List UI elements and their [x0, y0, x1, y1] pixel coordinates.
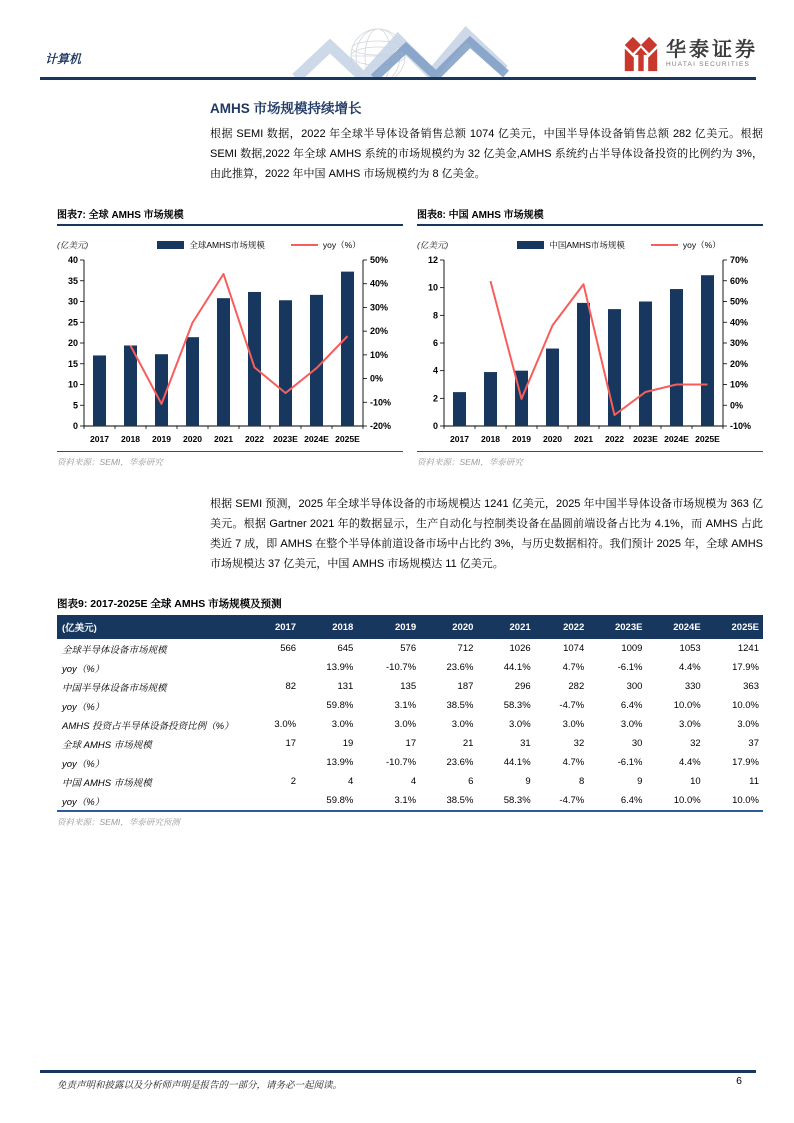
legend-item-line — [651, 239, 721, 251]
svg-text:4: 4 — [432, 365, 438, 376]
figure-8-china-amhs — [417, 206, 763, 468]
svg-text:20: 20 — [67, 338, 78, 348]
legend-line-label: yoy（%） — [322, 240, 361, 250]
svg-text:0%: 0% — [370, 373, 384, 384]
bar-swatch-icon — [517, 241, 544, 249]
left-axis-unit-label: (亿美元) — [417, 240, 449, 250]
table-cell: 6.4% — [620, 700, 643, 711]
table-cell: 187 — [457, 681, 474, 692]
table-col-2022: 2022 — [535, 615, 589, 639]
table-cell: 282 — [568, 681, 585, 692]
row-label: 全球半导体设备市场规模 — [62, 644, 167, 656]
table-cell: -10.7% — [386, 757, 417, 768]
table-row — [57, 715, 763, 734]
figure-9-table-block — [57, 596, 763, 828]
table-cell — [252, 753, 300, 772]
svg-text:2022: 2022 — [244, 434, 265, 444]
svg-text:2017: 2017 — [89, 434, 110, 444]
table-row — [57, 772, 763, 791]
table-cell: 330 — [684, 681, 701, 692]
svg-text:15: 15 — [67, 358, 78, 369]
svg-text:2020: 2020 — [182, 434, 203, 444]
svg-text:8: 8 — [432, 310, 438, 321]
table-cell: 58.3% — [503, 700, 531, 711]
table-cell: 23.6% — [446, 757, 474, 768]
table-cell: 363 — [743, 681, 759, 692]
table-cell: -6.1% — [617, 662, 643, 673]
svg-text:50%: 50% — [730, 296, 749, 307]
legend-bar-label: 中国AMHS市场规模 — [549, 240, 625, 250]
table-cell: 3.0% — [620, 719, 643, 730]
report-category: 计算机 — [45, 52, 82, 66]
table-cell: 3.0% — [737, 719, 759, 730]
svg-text:30%: 30% — [730, 338, 749, 348]
table-cell: 2 — [290, 776, 297, 787]
svg-text:2023E: 2023E — [633, 434, 658, 444]
table-col-2020: 2020 — [420, 615, 477, 639]
svg-text:40%: 40% — [370, 278, 389, 289]
figure-7-caption: 图表7: 全球 AMHS 市场规模 — [57, 206, 403, 226]
table-cell: 4.4% — [679, 757, 701, 768]
table-cell: 17.9% — [732, 757, 759, 768]
row-label: 中国半导体设备市场规模 — [62, 682, 167, 694]
row-label: yoy（%） — [62, 796, 105, 808]
legend-item-bar — [517, 239, 625, 251]
table-cell: 3.0% — [679, 719, 701, 730]
table-cell: 30 — [631, 738, 643, 749]
table-row — [57, 734, 763, 753]
svg-text:20%: 20% — [370, 326, 389, 337]
row-label: yoy（%） — [62, 663, 105, 675]
global-amhs-chart-canvas — [57, 253, 403, 448]
figure-7-source: 资料来源：SEMI，华泰研究 — [57, 451, 403, 468]
table-row — [57, 658, 763, 677]
table-cell: 21 — [462, 738, 474, 749]
table-cell: 4.7% — [562, 757, 585, 768]
footer-divider — [40, 1070, 756, 1073]
figure-7-legend — [57, 236, 403, 251]
table-col-2025E: 2025E — [705, 615, 763, 639]
figure-8-legend — [417, 236, 763, 251]
table-cell: 37 — [748, 738, 759, 749]
row-label: yoy（%） — [62, 701, 105, 713]
table-cell: 300 — [626, 681, 643, 692]
table-cell: -6.1% — [617, 757, 643, 768]
table-cell: 6 — [468, 776, 474, 787]
huatai-logo-icon — [623, 36, 659, 72]
table-cell: 9 — [637, 776, 643, 787]
table-cell: 712 — [457, 643, 474, 654]
table-cell: 645 — [337, 643, 354, 654]
figure-9-source: 资料来源：SEMI，华泰研究预测 — [57, 817, 180, 827]
table-cell — [252, 658, 300, 677]
svg-text:5: 5 — [72, 400, 78, 411]
table-cell: 13.9% — [326, 757, 354, 768]
table-col-2024E: 2024E — [646, 615, 704, 639]
svg-text:-10%: -10% — [370, 397, 392, 408]
brand-name-en: HUATAI SECURITIES — [666, 61, 751, 68]
svg-text:50%: 50% — [370, 255, 389, 265]
svg-text:2018: 2018 — [480, 434, 501, 444]
table-cell: 3.0% — [331, 719, 354, 730]
table-cell: 10.0% — [673, 700, 701, 711]
table-col-2023E: 2023E — [588, 615, 646, 639]
table-row — [57, 677, 763, 696]
table-cell: 32 — [690, 738, 701, 749]
table-cell: 32 — [573, 738, 585, 749]
table-cell: 10.0% — [732, 795, 759, 806]
table-col-2017: 2017 — [252, 615, 300, 639]
svg-text:10%: 10% — [730, 379, 749, 390]
table-cell: 3.0% — [274, 719, 297, 730]
svg-text:6: 6 — [432, 338, 438, 348]
svg-text:2017: 2017 — [449, 434, 470, 444]
table-cell: 19 — [342, 738, 354, 749]
table-cell: -10.7% — [386, 662, 417, 673]
table-cell: 4 — [348, 776, 354, 787]
table-cell: -4.7% — [559, 795, 585, 806]
table-cell: 3.0% — [509, 719, 531, 730]
svg-text:2025E: 2025E — [335, 434, 360, 444]
paragraph-2: 根据 SEMI 预测，2025 年全球半导体设备的市场规模达 1241 亿美元，2025 年中国半导体设备市场规模为 363 亿美元。根据 Gartner 2021 年的数据显示，生产自动化与控制类设备在晶圆前端设备占比为 4.1%，而 AMHS 占此类近 7 成，即 AMHS 在整个半导体前道设备市场中占比约 3%，与历史数据相符。我们预计 2025 年，全球 AMHS 市场规模达 37 亿美元，中国 AMHS 市场规模达 11 亿美元。 — [210, 498, 763, 570]
footer-disclaimer: 免责声明和披露以及分析师声明是报告的一部分，请务必一起阅读。 — [57, 1080, 343, 1091]
svg-text:10%: 10% — [370, 349, 389, 360]
svg-text:2020: 2020 — [542, 434, 563, 444]
svg-text:2019: 2019 — [511, 434, 532, 444]
svg-text:0: 0 — [72, 421, 78, 431]
svg-text:10: 10 — [67, 379, 78, 390]
table-cell: 4 — [410, 776, 417, 787]
legend-item-line — [291, 239, 361, 251]
table-cell: 82 — [285, 681, 297, 692]
section-title: AMHS 市场规模持续增长 — [210, 101, 362, 117]
svg-text:25: 25 — [67, 317, 78, 328]
figure-9-caption: 图表9: 2017-2025E 全球 AMHS 市场规模及预测 — [57, 598, 282, 610]
table-header — [57, 615, 763, 639]
svg-text:2023E: 2023E — [273, 434, 298, 444]
table-row — [57, 696, 763, 715]
table-cell: 135 — [400, 681, 417, 692]
svg-text:30%: 30% — [370, 302, 389, 313]
table-cell — [252, 696, 300, 715]
table-cell: -4.7% — [559, 700, 585, 711]
table-row — [57, 753, 763, 772]
svg-text:2022: 2022 — [604, 434, 625, 444]
table-cell: 131 — [337, 681, 354, 692]
table-cell: 23.6% — [446, 662, 474, 673]
svg-text:20%: 20% — [730, 358, 749, 369]
table-cell: 8 — [578, 776, 585, 787]
table-cell: 9 — [525, 776, 531, 787]
svg-text:0: 0 — [432, 421, 438, 431]
legend-bar-label: 全球AMHS市场规模 — [189, 240, 265, 250]
figure-8-caption: 图表8: 中国 AMHS 市场规模 — [417, 206, 763, 226]
svg-text:-20%: -20% — [370, 421, 392, 431]
table-cell: 38.5% — [446, 700, 474, 711]
china-amhs-chart-canvas — [417, 253, 763, 448]
svg-text:2025E: 2025E — [695, 434, 720, 444]
table-cell: 38.5% — [446, 795, 474, 806]
svg-text:2024E: 2024E — [304, 434, 329, 444]
row-label: yoy（%） — [62, 758, 105, 770]
figure-8-source: 资料来源：SEMI，华泰研究 — [417, 451, 763, 468]
svg-text:35: 35 — [67, 275, 78, 286]
table-cell — [252, 791, 300, 811]
line-swatch-icon — [291, 244, 318, 246]
table-cell: 1009 — [621, 643, 643, 654]
svg-text:0%: 0% — [730, 400, 744, 411]
svg-text:70%: 70% — [730, 255, 749, 265]
bar-swatch-icon — [157, 241, 184, 249]
table-cell: 59.8% — [326, 700, 354, 711]
table-cell: 4.7% — [562, 662, 585, 673]
row-label: 全球 AMHS 市场规模 — [62, 739, 152, 751]
svg-text:60%: 60% — [730, 275, 749, 286]
svg-text:-10%: -10% — [730, 421, 752, 431]
svg-text:2: 2 — [432, 393, 438, 404]
table-col-2018: 2018 — [300, 615, 357, 639]
table-cell: 566 — [280, 643, 297, 654]
legend-item-bar — [157, 239, 265, 251]
table-cell: 1026 — [509, 643, 531, 654]
brand-logo — [623, 36, 758, 72]
table-cell: 58.3% — [503, 795, 531, 806]
table-cell: 3.0% — [451, 719, 474, 730]
charts-row — [57, 206, 763, 468]
table-cell: 10.0% — [673, 795, 701, 806]
figure-7-global-amhs — [57, 206, 403, 468]
table-cell: 1053 — [679, 643, 701, 654]
table-cell: 4.4% — [679, 662, 701, 673]
table-row — [57, 639, 763, 658]
table-row — [57, 791, 763, 811]
legend-line-label: yoy（%） — [682, 240, 721, 250]
row-label: AMHS 投资占半导体设备投资比例（%） — [62, 720, 234, 732]
svg-text:2018: 2018 — [120, 434, 141, 444]
svg-text:10: 10 — [427, 282, 438, 293]
table-cell: 10.0% — [732, 700, 759, 711]
table-cell: 11 — [749, 776, 759, 787]
svg-text:40: 40 — [67, 255, 78, 265]
line-swatch-icon — [651, 244, 678, 246]
table-cell: 17 — [405, 738, 417, 749]
table-cell: 576 — [400, 643, 417, 654]
left-axis-unit-label: (亿美元) — [57, 240, 89, 250]
table-cell: 3.1% — [394, 700, 417, 711]
paragraph-1: 根据 SEMI 数据，2022 年全球半导体设备销售总额 1074 亿美元，中国半导体设备销售总额 282 亿美元。根据 SEMI 数据,2022 年全球 AMHS 系统的市场规模约为 32 亿美金,AMHS 系统约占半导体设备投资的比例约为 3%，由此推算，2022 年中国 AMHS 市场规模约为 8 亿美金。 — [210, 128, 763, 180]
table-col-2021: 2021 — [477, 615, 534, 639]
svg-text:2024E: 2024E — [664, 434, 689, 444]
table-cell: 31 — [520, 738, 531, 749]
svg-text:2021: 2021 — [573, 434, 594, 444]
table-col-2019: 2019 — [357, 615, 420, 639]
svg-text:2021: 2021 — [213, 434, 234, 444]
header-divider — [40, 77, 756, 80]
brand-name-cn: 华泰证券 — [666, 39, 758, 61]
table-cell: 3.0% — [394, 719, 417, 730]
table-cell: 1241 — [737, 643, 759, 654]
table-cell: 10 — [690, 776, 701, 787]
svg-text:30: 30 — [67, 296, 78, 307]
forecast-table — [57, 615, 763, 812]
table-cell: 1074 — [563, 643, 585, 654]
svg-text:12: 12 — [427, 255, 438, 265]
table-cell: 3.0% — [562, 719, 585, 730]
table-cell: 44.1% — [503, 662, 531, 673]
row-label: 中国 AMHS 市场规模 — [62, 777, 152, 789]
table-cell: 13.9% — [326, 662, 354, 673]
table-cell: 59.8% — [326, 795, 354, 806]
table-cell: 17.9% — [732, 662, 759, 673]
table-unit-header: (亿美元) — [57, 615, 252, 639]
table-cell: 44.1% — [503, 757, 531, 768]
page-number: 6 — [736, 1075, 742, 1087]
table-cell: 3.1% — [394, 795, 417, 806]
globe-watermark — [278, 26, 518, 78]
table-cell: 296 — [514, 681, 531, 692]
svg-text:2019: 2019 — [151, 434, 172, 444]
table-cell: 17 — [285, 738, 297, 749]
svg-text:40%: 40% — [730, 317, 749, 328]
table-cell: 6.4% — [620, 795, 643, 806]
